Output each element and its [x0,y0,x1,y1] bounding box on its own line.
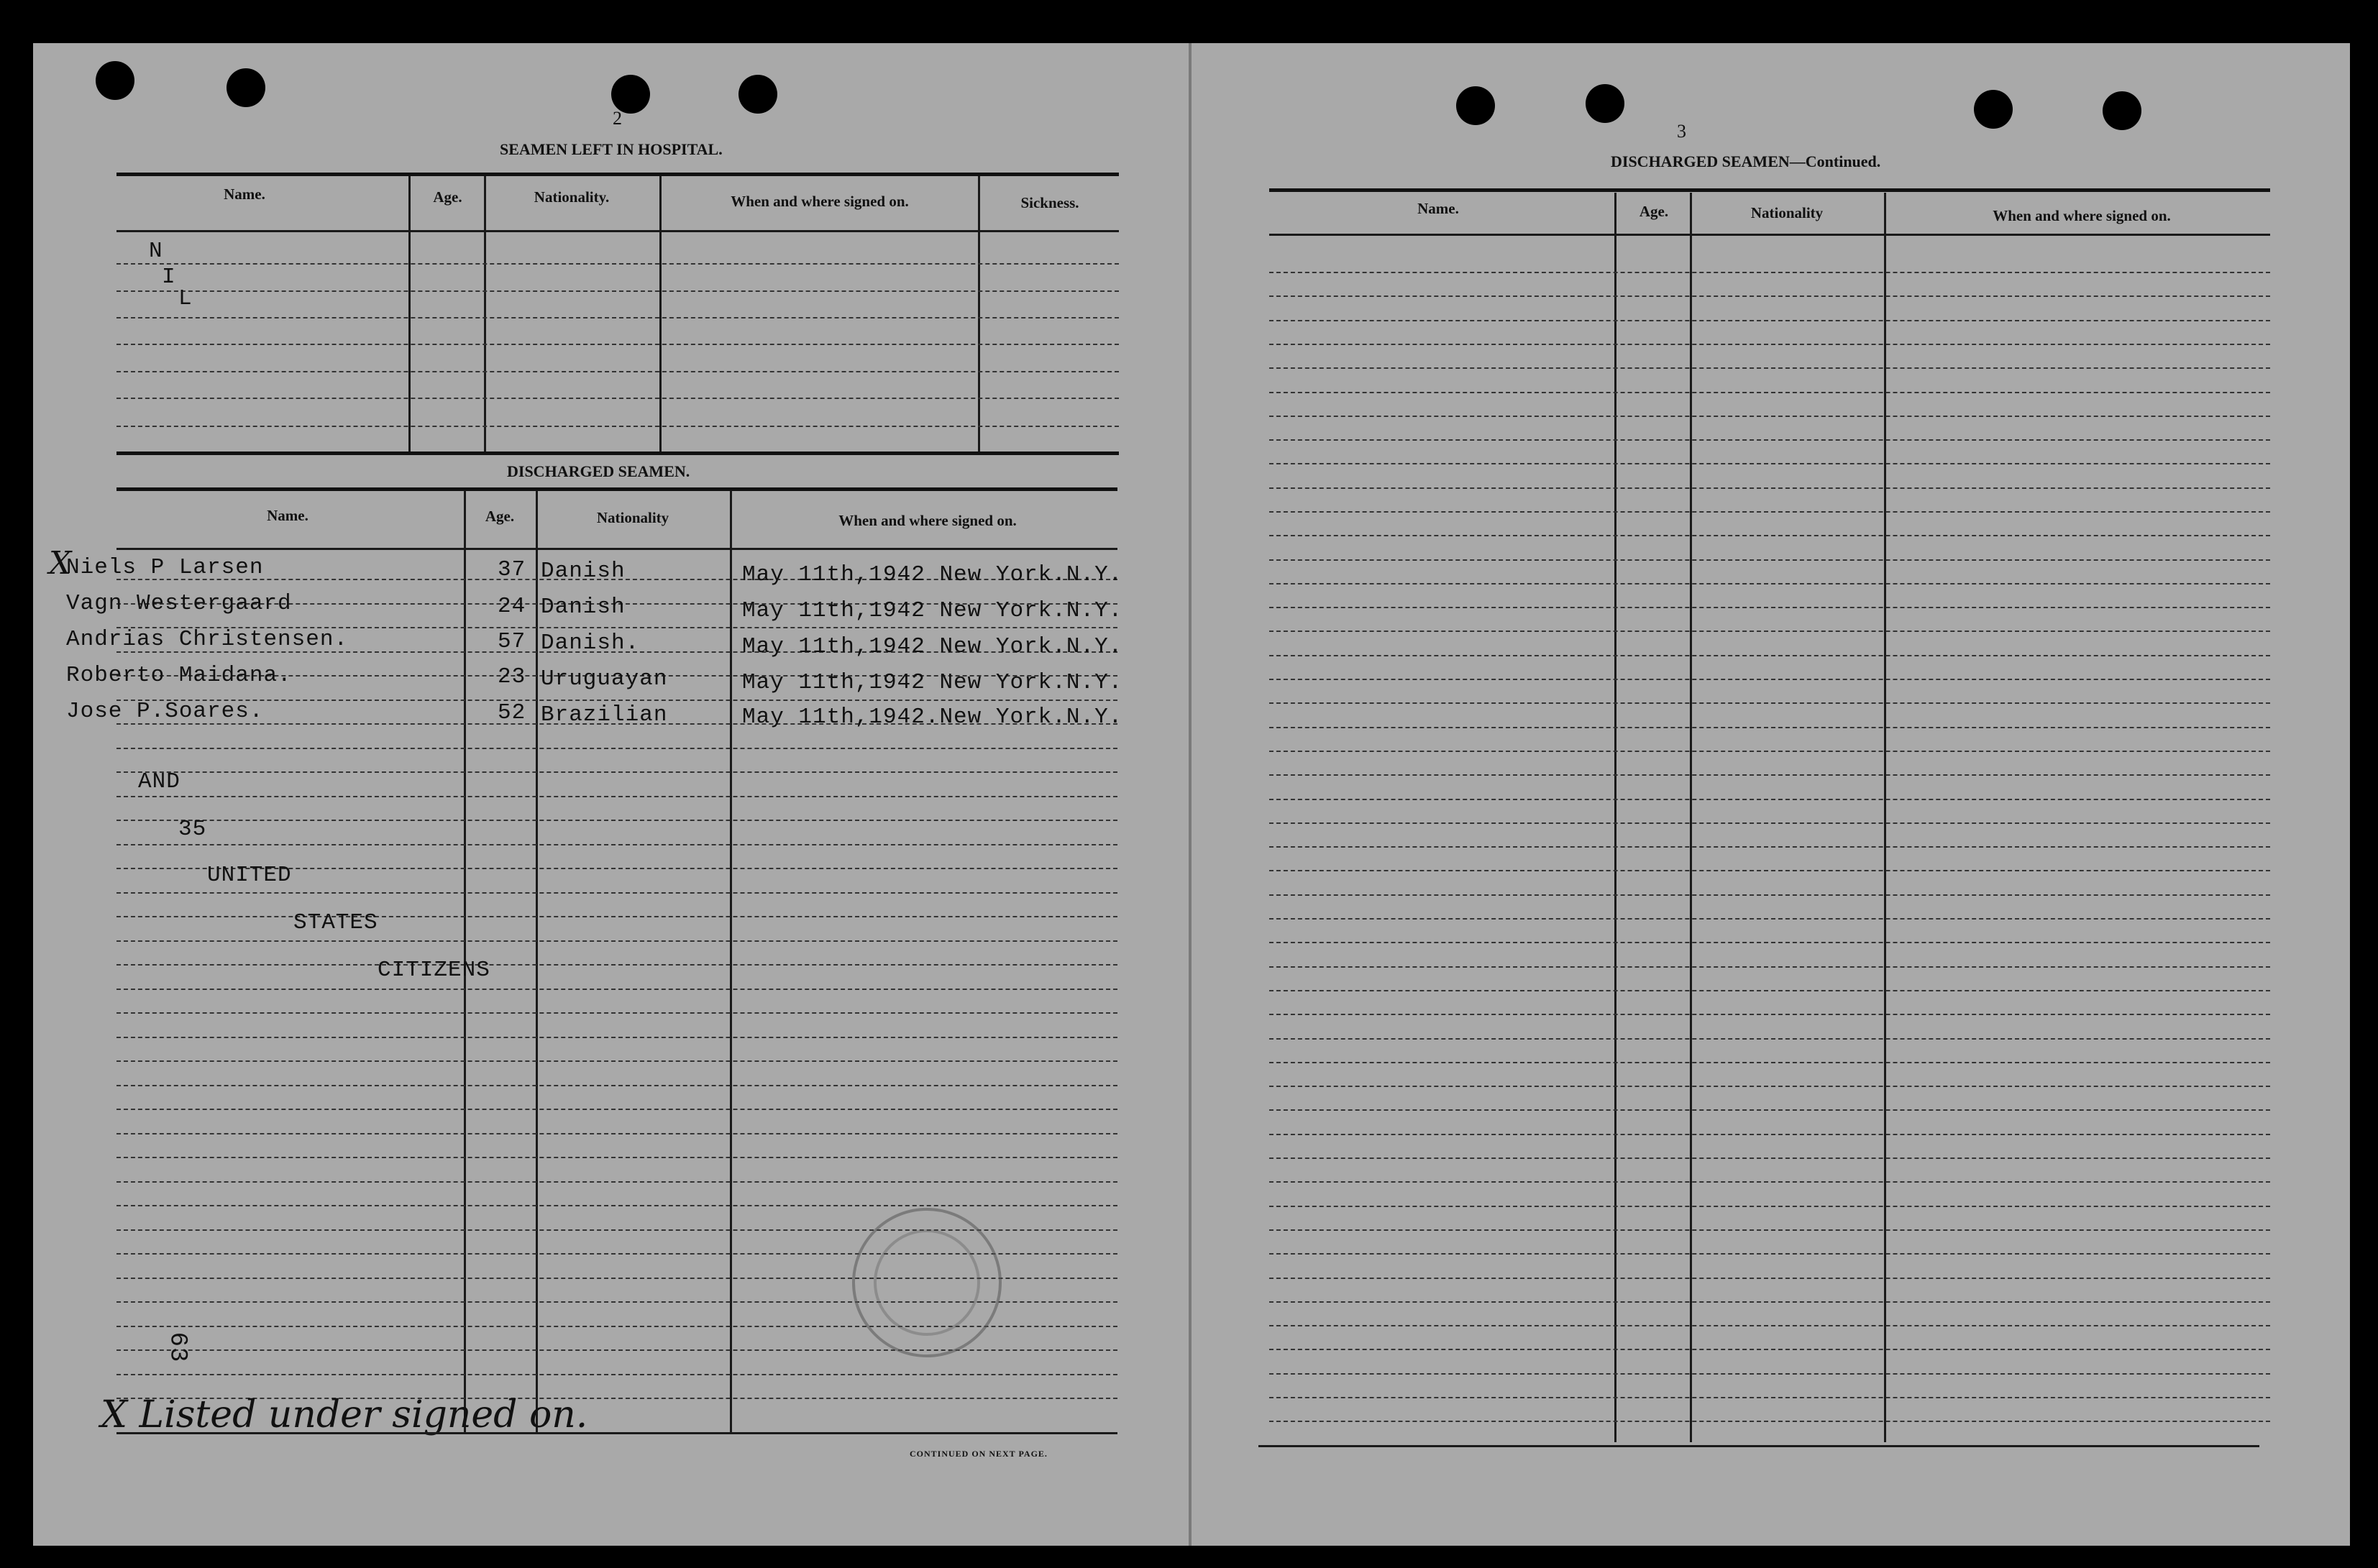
ruled-line [1269,367,2270,369]
hospital-table-bottom-rule [116,451,1119,455]
ruled-line [116,916,1117,917]
discharged-section-title: DISCHARGED SEAMEN. [507,462,690,480]
ruled-line [1269,774,2270,776]
entry-signed-on: May 11th,1942 New York.N.Y. [742,598,1123,623]
hospital-col-nationality: Nationality. [534,188,610,206]
ruled-line [1269,990,2270,991]
ruled-line [1269,1301,2270,1303]
ruled-line [1269,320,2270,321]
hospital-col-divider [408,176,411,451]
ruled-line [1269,918,2270,920]
ruled-line [116,344,1119,345]
ruled-line [1269,799,2270,800]
ruled-line [1269,894,2270,896]
punch-hole [227,68,265,107]
ruled-line [1269,942,2270,943]
ruled-line [1269,463,2270,464]
discharged-col-age: Age. [485,508,515,525]
punch-hole [738,75,777,114]
ruled-line [116,1157,1117,1158]
left-page [33,43,1189,1546]
ruled-line [1269,966,2270,968]
ruled-line [116,796,1117,797]
right-col-divider [1884,193,1886,1442]
ruled-line [1269,655,2270,656]
entry-age: 57 [498,629,526,654]
ruled-line [1269,1181,2270,1183]
hospital-col-divider [484,176,486,451]
ruled-line [116,989,1117,990]
punch-hole [1586,84,1624,123]
discharged-col-divider [730,490,732,1432]
right-col-age: Age. [1639,203,1669,220]
ruled-line [1269,1421,2270,1422]
entry-signed-on: May 11th,1942.New York.N.Y. [742,705,1123,730]
right-col-signed-on: When and where signed on. [1993,207,2171,224]
ruled-line [116,426,1119,427]
ruled-line [1269,822,2270,824]
faded-stamp-inner [874,1229,980,1336]
ruled-line [1269,295,2270,297]
hospital-entry-letter: L [178,286,193,311]
hospital-header-rule [116,230,1119,232]
ruled-line [116,844,1117,845]
ruled-line [1269,1109,2270,1111]
ruled-line [1269,559,2270,561]
right-col-divider [1690,193,1692,1442]
ruled-line [1269,1038,2270,1040]
ruled-line [116,1181,1117,1183]
ruled-line [116,748,1117,749]
ruled-line [116,317,1119,318]
hospital-col-sickness: Sickness. [1020,194,1079,211]
hospital-col-divider [659,176,662,451]
discharged-header-rule [116,548,1117,550]
entry-nationality: Danish. [541,631,640,656]
ruled-line [1269,1373,2270,1375]
discharged-col-name: Name. [267,507,308,524]
ruled-line [116,1085,1117,1086]
entry-age: 52 [498,700,526,725]
ruled-line [1269,535,2270,536]
right-col-nationality: Nationality [1750,204,1824,221]
ruled-line [1269,607,2270,608]
entry-age: 37 [498,557,526,582]
ruled-line [1269,344,2270,345]
ruled-line [1269,1397,2270,1398]
ruled-line [1269,702,2270,704]
page-number-left: 2 [613,108,622,129]
ruled-line [116,290,1119,292]
ruled-line [1269,1349,2270,1350]
ruled-line [116,1349,1117,1351]
punch-hole [2103,91,2141,130]
hospital-section-title: SEAMEN LEFT IN HOSPITAL. [500,140,723,158]
row-check-mark: X [49,545,72,582]
hospital-col-name: Name. [224,185,265,203]
ruled-line [116,1374,1117,1375]
ruled-line [1269,870,2270,871]
ruled-line [1269,272,2270,273]
discharged-table-bottom-rule [116,1432,1117,1434]
entry-nationality: Brazilian [541,702,668,728]
punch-hole [96,61,134,100]
entry-signed-on: May 11th,1942 New York.N.Y. [742,562,1123,587]
right-section-title: DISCHARGED SEAMEN—Continued. [1611,152,1881,170]
discharged-col-divider [536,490,538,1432]
page-number-right: 3 [1677,121,1686,142]
entry-name: Jose P.Soares. [66,699,264,724]
ruled-line [116,371,1119,372]
entry-nationality: Danish [541,595,626,620]
entry-age: 23 [498,664,526,689]
entry-name: Roberto Maidana. [66,663,292,688]
ruled-line [1269,1253,2270,1255]
ruled-line [116,700,1117,701]
right-table-top-rule [1269,188,2270,192]
ruled-line [1269,1014,2270,1015]
ruled-line [1269,392,2270,393]
ruled-line [1269,727,2270,728]
discharged-table-top-rule [116,487,1117,491]
note-line: AND [138,769,180,794]
right-col-divider [1614,193,1616,1442]
ruled-line [116,1205,1117,1206]
punch-hole [1456,86,1495,125]
ruled-line [1269,1325,2270,1326]
ruled-line [1269,1134,2270,1135]
ruled-line [1269,511,2270,513]
hospital-col-divider [978,176,980,451]
hospital-table-top-rule [116,173,1119,176]
ruled-line [1269,751,2270,752]
note-line: STATES [293,910,378,935]
page-gutter [1189,43,1192,1546]
ruled-line [1269,1062,2270,1063]
ruled-line [116,1109,1117,1110]
right-page [1189,43,2350,1546]
ruled-line [116,398,1119,399]
entry-age: 24 [498,594,526,619]
note-line: UNITED [207,863,292,888]
ruled-line [116,1037,1117,1038]
ruled-line [1269,487,2270,489]
entry-nationality: Uruguayan [541,666,668,692]
margin-number: 63 [163,1331,191,1363]
ruled-line [1269,631,2270,632]
ruled-line [116,263,1119,265]
note-line: CITIZENS [378,958,490,983]
note-line: 35 [178,817,207,842]
ruled-line [1269,1086,2270,1087]
entry-name: Niels P Larsen [66,555,264,580]
ruled-line [116,1133,1117,1134]
discharged-col-nationality: Nationality [596,509,669,526]
hospital-col-signed-on: When and where signed on. [731,193,909,210]
discharged-col-signed-on: When and where signed on. [838,512,1017,529]
hospital-col-age: Age. [433,188,462,206]
right-header-rule [1269,234,2270,236]
ruled-line [116,892,1117,894]
ruled-line [1269,1206,2270,1207]
entry-name: Vagn Westergaard [66,591,292,616]
handwritten-note: X Listed under signed on. [101,1393,588,1436]
ruled-line [116,940,1117,942]
ruled-line [1269,583,2270,584]
entry-name: Andrias Christensen. [66,627,349,652]
ruled-line [116,820,1117,821]
right-col-name: Name. [1417,200,1459,217]
entry-nationality: Danish [541,559,626,584]
ruled-line [1269,1229,2270,1231]
hospital-entry-letter: I [162,265,176,290]
ruled-line [1269,1157,2270,1159]
ruled-line [1269,416,2270,417]
footer-continued: CONTINUED ON NEXT PAGE. [910,1449,1048,1459]
ruled-line [116,964,1117,966]
ruled-line [116,1060,1117,1062]
right-table-bottom-rule [1258,1445,2259,1447]
punch-hole [1974,90,2013,129]
ruled-line [1269,439,2270,441]
ruled-line [1269,846,2270,848]
ruled-line [116,1012,1117,1014]
ruled-line [1269,679,2270,680]
entry-signed-on: May 11th,1942 New York.N.Y. [742,670,1123,695]
hospital-entry-letter: N [149,239,163,264]
ruled-line [116,771,1117,773]
ruled-line [1269,1278,2270,1279]
entry-signed-on: May 11th,1942 New York.N.Y. [742,634,1123,659]
